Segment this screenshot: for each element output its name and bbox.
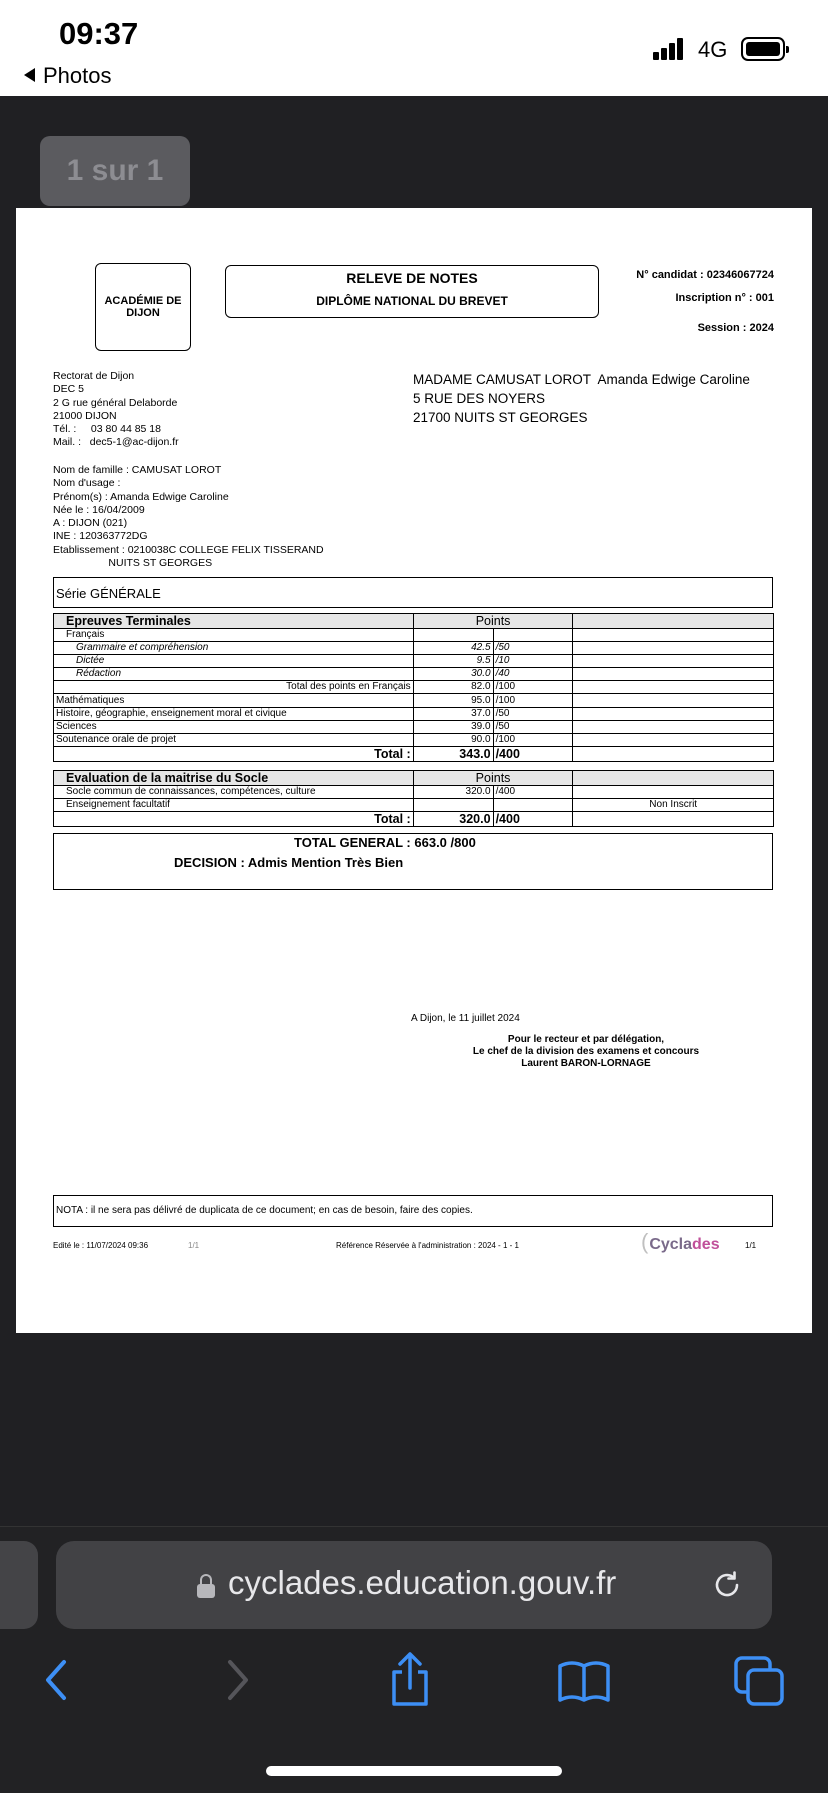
logo-swoosh-icon: ( (641, 1229, 649, 1254)
row-score: 37.0 (413, 707, 493, 720)
sender-line: Mail. : dec5-1@ac-dijon.fr (53, 436, 179, 449)
row-max: /100 (493, 681, 573, 694)
total-score: 343.0 (413, 746, 493, 761)
logo-text-accent: des (692, 1236, 720, 1253)
row-max: /400 (493, 786, 573, 799)
tabs-icon[interactable] (730, 1650, 790, 1710)
row-max: /50 (493, 642, 573, 655)
serie-box: Série GÉNÉRALE (53, 577, 773, 608)
academy-box: ACADÉMIE DE DIJON (95, 263, 191, 351)
row-score: 30.0 (413, 668, 493, 681)
recipient-line: 21700 NUITS ST GEORGES (413, 410, 588, 425)
table-row (54, 799, 774, 812)
total-label: Total : (54, 812, 414, 827)
total-general-box (53, 833, 773, 890)
table-row (54, 786, 774, 799)
socle-table (53, 770, 774, 827)
place-date: A Dijon, le 11 juillet 2024 (411, 1013, 520, 1024)
session: Session : 2024 (697, 322, 774, 334)
row-label: Rédaction (54, 668, 414, 681)
total-general: TOTAL GENERAL : 663.0 /800 (294, 835, 476, 850)
row-label: Histoire, géographie, enseignement moral et civique (54, 707, 414, 720)
previous-tab-preview[interactable] (0, 1541, 38, 1629)
epreuves-table (53, 613, 774, 762)
back-icon[interactable] (28, 1650, 88, 1710)
lock-icon (197, 1574, 215, 1598)
table-row (54, 707, 774, 720)
document-title: RELEVE DE NOTES (346, 270, 478, 286)
table-row (54, 694, 774, 707)
recipient-line: 5 RUE DES NOYERS (413, 391, 546, 406)
row-score: 95.0 (413, 694, 493, 707)
row-score: 90.0 (413, 733, 493, 746)
row-score: 9.5 (413, 655, 493, 668)
row-score: 82.0 (413, 681, 493, 694)
row-label: Enseignement facultatif (54, 799, 414, 812)
row-max: /50 (493, 707, 573, 720)
candidate-identity (53, 464, 324, 570)
row-label: Grammaire et compréhension (54, 642, 414, 655)
battery-icon (741, 37, 785, 61)
row-label: Total des points en Français (54, 681, 414, 694)
signal-icon (653, 38, 691, 60)
page-indicator: 1 sur 1 (40, 136, 190, 206)
total-max: /400 (493, 812, 573, 827)
candidate-number: N° candidat : 02346067724 (636, 269, 774, 281)
forward-icon[interactable] (206, 1650, 266, 1710)
share-icon[interactable] (380, 1650, 440, 1710)
epreuves-header: Epreuves Terminales (54, 614, 414, 629)
row-max: /100 (493, 733, 573, 746)
reference: Référence Réservée à l'administration : 2024 - 1 - 1 (336, 1241, 519, 1250)
page-number: 1/1 (745, 1241, 757, 1250)
table-row (54, 655, 774, 668)
sender-line: DEC 5 (53, 383, 84, 396)
identity-line: NUITS ST GEORGES (53, 557, 213, 570)
cyclades-logo (641, 1229, 720, 1255)
row-max: /40 (493, 668, 573, 681)
back-arrow-icon (24, 68, 35, 82)
row-note: Non Inscrit (573, 799, 774, 812)
home-indicator[interactable] (266, 1766, 562, 1776)
clock: 09:37 (59, 16, 139, 51)
sender-line: 2 G rue général Delaborde (53, 396, 178, 409)
signature-line: Le chef de la division des examens et concours (472, 1046, 700, 1057)
nota-box: NOTA : il ne sera pas délivré de duplicata de ce document; en cas de besoin, faire des copies. (53, 1195, 773, 1227)
total-score: 320.0 (413, 812, 493, 827)
reload-icon[interactable] (711, 1569, 743, 1601)
sender-line: Tél. : 03 80 44 85 18 (53, 423, 161, 436)
row-note (573, 786, 774, 799)
row-label: Sciences (54, 720, 414, 733)
row-max: /10 (493, 655, 573, 668)
edited-date: Edité le : 11/07/2024 09:36 (53, 1241, 149, 1250)
logo-text: Cycla (649, 1236, 693, 1253)
address-bar[interactable] (56, 1541, 772, 1629)
sender-line: 21000 DIJON (53, 409, 117, 422)
document-subtitle: DIPLÔME NATIONAL DU BREVET (316, 294, 508, 308)
points-header: Points (413, 614, 573, 629)
identity-line: Née le : 16/04/2009 (53, 503, 145, 516)
inscription-number: Inscription n° : 001 (675, 292, 774, 304)
total-row (54, 812, 774, 827)
row-label: Soutenance orale de projet (54, 733, 414, 746)
row-max: /100 (493, 694, 573, 707)
total-row (54, 746, 774, 761)
identity-line: A : DIJON (021) (53, 517, 128, 530)
url-text[interactable]: cyclades.education.gouv.fr (228, 1564, 617, 1601)
browser-toolbar (0, 1650, 828, 1710)
identity-line: Nom d'usage : (53, 477, 121, 490)
table-row (54, 720, 774, 733)
signature-block (436, 1034, 736, 1070)
row-score: 39.0 (413, 720, 493, 733)
row-max: /50 (493, 720, 573, 733)
table-row (54, 668, 774, 681)
table-row (54, 681, 774, 694)
signature-line: Laurent BARON-LORNAGE (521, 1058, 651, 1069)
row-score: 42.5 (413, 642, 493, 655)
bookmarks-icon[interactable] (554, 1650, 614, 1710)
status-bar (0, 0, 828, 96)
title-box (225, 265, 599, 318)
identity-line: Etablissement : 0210038C COLLEGE FELIX TISSERAND (53, 543, 324, 556)
row-score: 320.0 (413, 786, 493, 799)
row-score (413, 799, 493, 812)
total-label: Total : (54, 746, 414, 761)
identity-line: Prénom(s) : Amanda Edwige Caroline (53, 490, 229, 503)
row-label: Mathématiques (54, 694, 414, 707)
row-label: Socle commun de connaissances, compétences, culture (54, 786, 414, 799)
edited-page: 1/1 (188, 1241, 200, 1250)
recipient-address (413, 370, 750, 427)
network-type: 4G (698, 37, 728, 62)
socle-header: Evaluation de la maitrise du Socle (54, 771, 414, 786)
document-page (16, 208, 812, 1333)
identity-line: Nom de famille : CAMUSAT LOROT (53, 464, 222, 476)
back-to-photos-link[interactable] (24, 63, 112, 89)
table-row (54, 642, 774, 655)
row-max (493, 799, 573, 812)
signature-line: Pour le recteur et par délégation, (507, 1034, 665, 1045)
total-max: /400 (493, 746, 573, 761)
table-row (54, 733, 774, 746)
back-label: Photos (43, 63, 112, 88)
francais-label: Français (54, 629, 414, 642)
sender-line: Rectorat de Dijon (53, 370, 135, 382)
sender-address (53, 370, 179, 450)
points-header: Points (413, 771, 573, 786)
identity-line: INE : 120363772DG (53, 530, 148, 543)
row-label: Dictée (54, 655, 414, 668)
decision: DECISION : Admis Mention Très Bien (174, 855, 404, 870)
recipient-line: MADAME CAMUSAT LOROT Amanda Edwige Caroline (413, 372, 750, 387)
